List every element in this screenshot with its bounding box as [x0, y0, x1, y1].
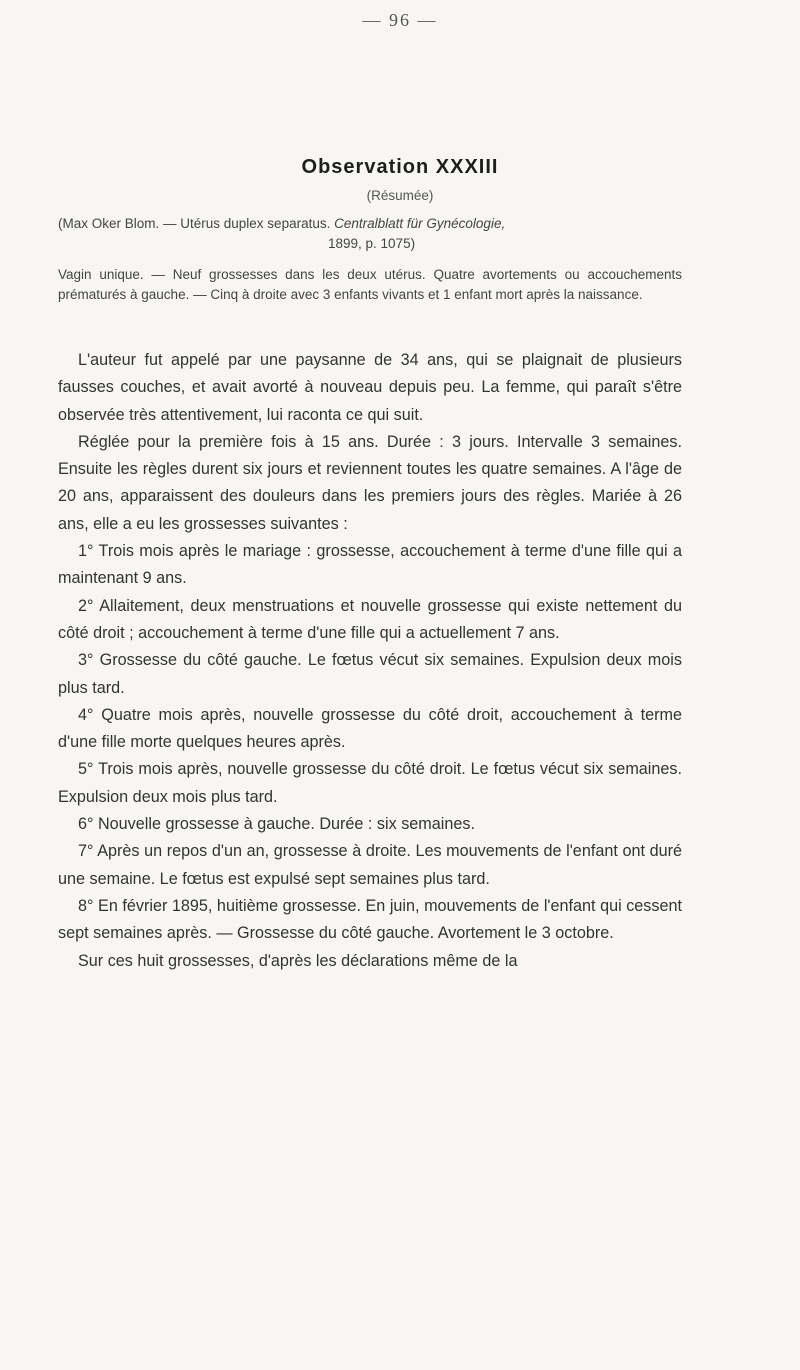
list-item: 1° Trois mois après le mariage : grossesse, accouchement à terme d'une fille qui a maintenant 9 ans. [58, 542, 682, 588]
reference-journal: Centralblatt für Gynécologie, [334, 216, 506, 231]
observation-subtitle: (Résumée) [366, 188, 434, 203]
observation-title: Observation XXXIII [301, 156, 499, 178]
list-item: 2° Allaitement, deux menstruations et nouvelle grossesse qui existe nettement du côté droit ; accouchement à terme d'une fille qui a actuellement 7 ans. [58, 596, 682, 642]
list-item: 6° Nouvelle grossesse à gauche. Durée : six semaines. [78, 815, 475, 834]
paragraph: L'auteur fut appelé par une paysanne de 34 ans, qui se plaignait de plusieurs fausses couches, et avait avorté à nouveau depuis peu. La femme, qui paraît s'être observée très attentivement, lui raconta ce qui suit. [58, 351, 682, 424]
case-summary: Vagin unique. — Neuf grossesses dans les deux utérus. Quatre avortements ou accouchements prématurés à gauche. — Cinq à droite avec 3 enfants vivants et 1 enfant mort après la naissance. [58, 267, 682, 302]
paragraph: Réglée pour la première fois à 15 ans. Durée : 3 jours. Intervalle 3 semaines. Ensuite les règles durent six jours et reviennent toutes les quatre semaines. A l'âge de 20 ans, apparaissent des douleurs dans les premiers jours des règles. Mariée à 26 ans, elle a eu les grossesses suivantes : [58, 432, 682, 533]
list-item: 3° Grossesse du côté gauche. Le fœtus vécut six semaines. Expulsion deux mois plus tard. [58, 651, 682, 697]
list-item: 4° Quatre mois après, nouvelle grossesse du côté droit, accouchement à terme d'une fille morte quelques heures après. [58, 705, 682, 752]
bibliographic-reference [58, 214, 682, 254]
reference-author-title: (Max Oker Blom. — Utérus duplex separatus. [58, 216, 335, 231]
page-number: — 96 — [362, 10, 438, 30]
list-item: 8° En février 1895, huitième grossesse. En juin, mouvements de l'enfant qui cessent sept semaines après. — Grossesse du côté gauche. Avortement le 3 octobre. [58, 896, 682, 943]
list-item: 5° Trois mois après, nouvelle grossesse du côté droit. Le fœtus vécut six semaines. Expulsion deux mois plus tard. [58, 760, 682, 806]
paragraph: Sur ces huit grossesses, d'après les déclarations même de la [78, 951, 518, 970]
body-text [58, 347, 682, 975]
reference-year-page: 1899, p. 1075) [328, 236, 416, 251]
list-item: 7° Après un repos d'un an, grossesse à droite. Les mouvements de l'enfant ont duré une semaine. Le fœtus est expulsé sept semaines plus tard. [58, 842, 682, 888]
